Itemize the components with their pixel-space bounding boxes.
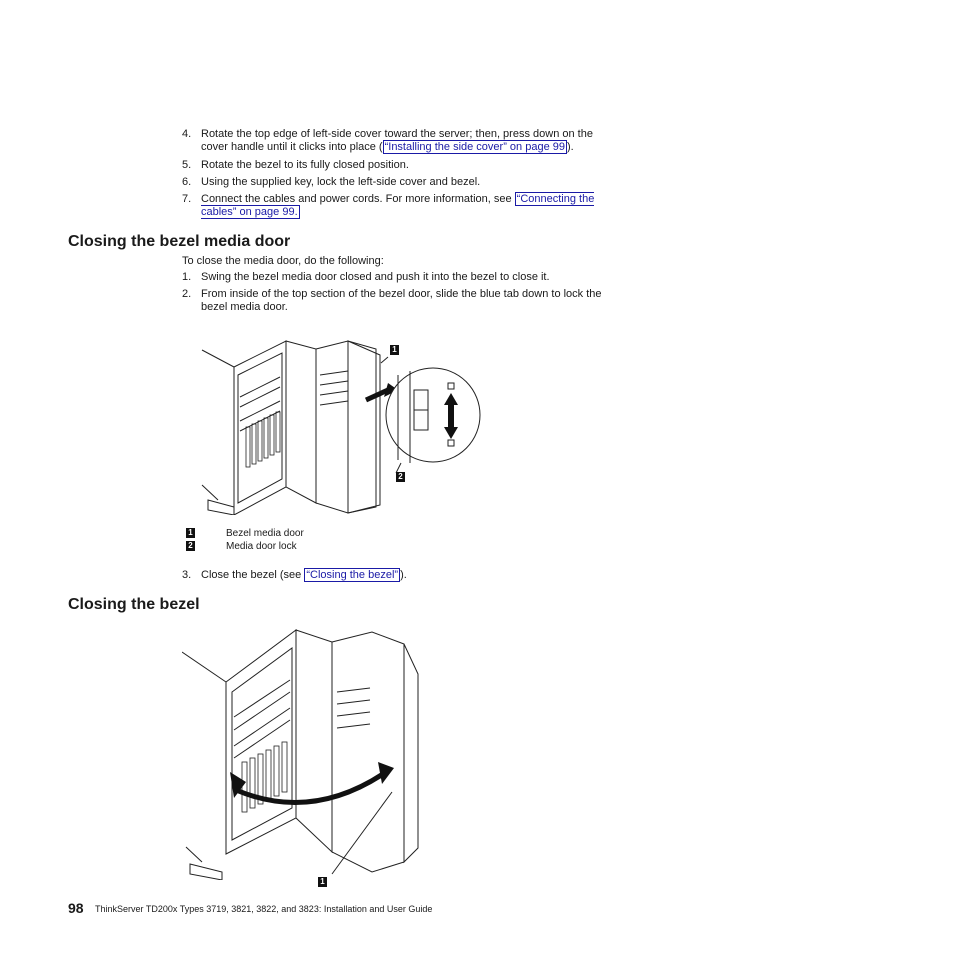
legend-callout: 2 <box>186 541 195 551</box>
step-text: Rotate the bezel to its fully closed position. <box>201 159 409 171</box>
callout-1-bezel: 1 <box>318 877 327 887</box>
legend-text: Media door lock <box>226 541 297 552</box>
link-installing-side-cover[interactable]: “Installing the side cover” on page 99 <box>384 141 565 153</box>
step-text-end: ). <box>566 141 574 153</box>
callout-1-media-door: 1 <box>390 345 399 355</box>
step-number: 5. <box>182 159 192 171</box>
section-intro: To close the media door, do the following: <box>182 255 384 267</box>
step-text: From inside of the top section of the bezel door, slide the blue tab down to lock the bezel media door. <box>201 288 602 313</box>
link-closing-bezel[interactable]: “Closing the bezel” <box>306 569 399 581</box>
section-heading-bezel: Closing the bezel <box>68 596 200 613</box>
step-number: 7. <box>182 193 192 205</box>
media-step-2 <box>182 288 622 314</box>
media-step-1 <box>182 271 622 284</box>
step-number: 6. <box>182 176 192 188</box>
footer-title: ThinkServer TD200x Types 3719, 3821, 3822, and 3823: Installation and User Guide <box>95 904 433 914</box>
page-number: 98 <box>68 900 84 916</box>
legend-item-1 <box>186 528 304 540</box>
callout-2-media-door: 2 <box>396 472 405 482</box>
step-text: Using the supplied key, lock the left-side cover and bezel. <box>201 176 481 188</box>
step-text: Swing the bezel media door closed and push it into the bezel to close it. <box>201 271 550 283</box>
step-text-end: ). <box>400 569 407 581</box>
closing-bezel-illustration <box>182 622 422 880</box>
link-connecting-cables[interactable]: “Connecting the cables” on page 99. <box>201 193 595 218</box>
media-step-3 <box>182 569 622 582</box>
step-number: 4. <box>182 128 192 140</box>
step-number: 1. <box>182 271 192 283</box>
section-heading-media-door: Closing the bezel media door <box>68 233 291 250</box>
step-text: Close the bezel (see <box>201 569 305 581</box>
media-door-illustration <box>198 335 488 515</box>
step-number: 3. <box>182 569 192 581</box>
legend-item-2 <box>186 541 297 553</box>
step-7 <box>182 193 622 219</box>
step-6 <box>182 176 622 189</box>
step-text: Connect the cables and power cords. For more information, see <box>201 193 515 205</box>
legend-callout: 1 <box>186 528 195 538</box>
step-text: Rotate the top edge of left-side cover toward the server; then, press down on the cover handle until it clicks into place ( <box>201 128 593 153</box>
step-4 <box>182 128 622 154</box>
step-5 <box>182 159 622 172</box>
step-number: 2. <box>182 288 192 300</box>
legend-text: Bezel media door <box>226 528 304 539</box>
